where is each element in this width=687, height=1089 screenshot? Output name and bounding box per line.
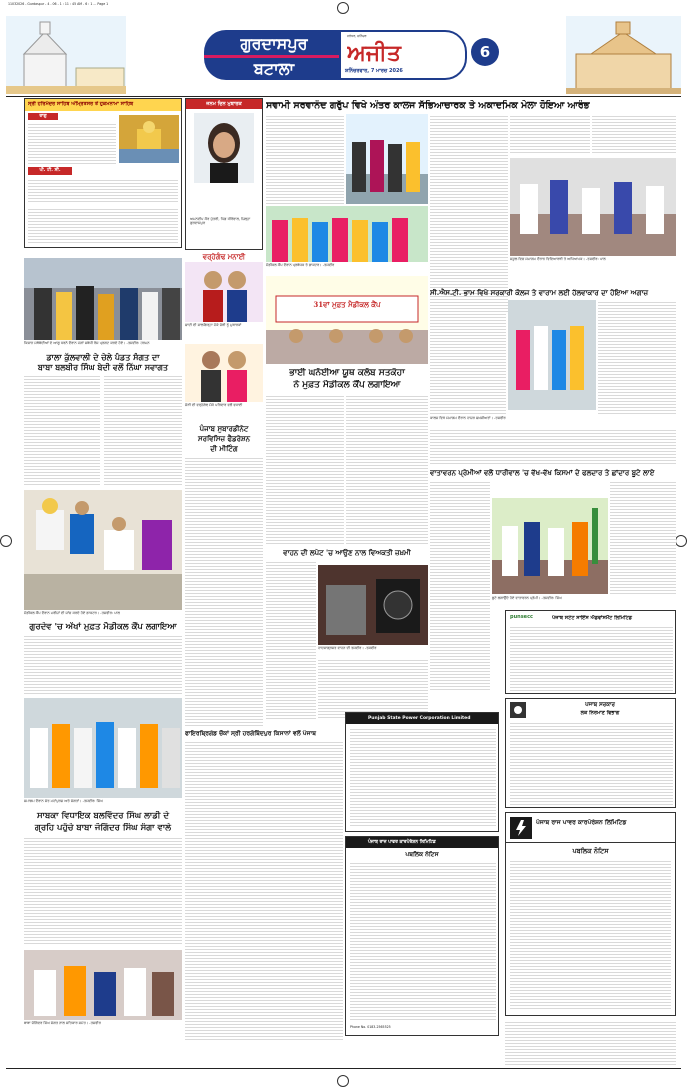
punsecc-ad <box>505 610 676 694</box>
hukamnama-raag: ਰਾਗੁ <box>28 113 58 120</box>
story3-headline-2: ਗ੍ਰਹਿ ਪਹੁੰਚੇ ਬਾਬਾ ਜੋਗਿੰਦਰ ਸਿੰਘ ਸੰਗਾ ਵਾਲੇ <box>34 823 172 833</box>
college-fair-photo-2 <box>266 206 428 262</box>
pspcl-ad-1 <box>345 712 499 832</box>
psc-headline-3: ਦੀ ਮੀਟਿੰਗ <box>210 444 238 453</box>
masthead-paper-name: ਅਜੀਤ <box>347 40 401 66</box>
pspcl-logo-icon <box>510 817 532 839</box>
pspcl-ad-1-title: Punjab State Power Corporation Limited <box>346 713 498 724</box>
tree-headline: ਵਾਤਾਵਰਨ ਪ੍ਰੇਮੀਆਂ ਵਲੋਂ ਧਾਰੀਵਾਲ 'ਚ ਵੱਖ-ਵੱਖ ਕਿਸਮਾਂ ਦੇ ਫਲਦਾਰ ਤੇ ਛਾਂਦਾਰ ਬੂਟੇ ਲਾਏ <box>430 468 655 477</box>
page-number-badge: 6 <box>471 38 499 66</box>
school-event-photo <box>510 158 676 256</box>
college-fair-photo-1 <box>346 114 428 204</box>
college-fair-caption: ਮੈਡੀਕਲ ਕੈਂਪ ਦੌਰਾਨ ਪ੍ਰਬੰਧਕ ਤੇ ਡਾਕਟਰ। -ਤਸਵੀਰ <box>266 263 335 267</box>
accident-photo <box>318 565 428 645</box>
story3-headline-1: ਸਾਬਕਾ ਵਿਧਾਇਕ ਬਲਵਿੰਦਰ ਸਿੰਘ ਲਾਡੀ ਦੇ <box>36 811 170 821</box>
medical-camp-photo <box>24 490 182 610</box>
hukamnama-box <box>24 98 182 248</box>
wedding-title: ਵਰ੍ਹੇਗੰਢ ਮਨਾਈ <box>202 252 246 261</box>
saint-visit-photo <box>24 950 182 1020</box>
golden-temple-illustration <box>6 16 126 94</box>
medical-headline-1: ਭਾਈ ਘਨੱਈਆ ਯੂਥ ਕਲੱਬ ਸਤਕੋਹਾ <box>289 368 405 378</box>
couple-caption: ਜੋੜੀ ਦੀ ਵਰ੍ਹੇਗੰਢ ਮੌਕੇ ਪਰਿਵਾਰ ਵਲੋਂ ਵਧਾਈ <box>185 403 243 407</box>
birthday-girl-photo <box>194 113 254 183</box>
pt-label: ਪੀ. ਟੀ. ਸੀ. <box>28 167 72 175</box>
couple-photo-2 <box>185 344 263 402</box>
pspcl-right-subtitle: ਪਬਲਿਕ ਨੋਟਿਸ <box>572 847 609 855</box>
masthead-paper-block <box>339 30 467 80</box>
story1-headline-1: ਡਾਲਾ ਕੁੱਲਵਾਲੀ ਦੇ ਚੇਲੇ ਪੰਡਤ ਸੰਗਤ ਦਾ <box>46 352 160 362</box>
tree-caption: ਬੂਟੇ ਲਗਾਉਂਦੇ ਹੋਏ ਵਾਤਾਵਰਨ ਪ੍ਰੇਮੀ। -ਤਸਵੀਰ: ਸਿੰਘ <box>492 596 562 600</box>
congregation-caption: ਸਮਾਗਮ ਦੌਰਾਨ ਸੰਤ ਮਹਾਂਪੁਰਸ਼ ਅਤੇ ਸੰਗਤਾਂ। -ਤਸਵੀਰ: ਸਿੰਘ <box>24 799 103 803</box>
protest-photo <box>24 258 182 340</box>
college-headline: ਸੀ.ਐਸ.ਟੀ. ਭਾਮ ਵਿਖੇ ਸਰਕਾਰੀ ਕੋਲਜ ਤੇ ਵਾਰਾਮ ਲਈ ਹੱਲਵਾਕਾਰ ਦਾ ਹੋਇਆ ਅਗਾਜ਼ <box>430 288 649 297</box>
pspcl-right-title: ਪੰਜਾਬ ਰਾਜ ਪਾਵਰ ਕਾਰਪੋਰੇਸ਼ਨ ਲਿਮਿਟਿਡ <box>536 819 627 826</box>
notice-title: ਪੰਜਾਬ ਸਰਕਾਰ <box>585 702 615 708</box>
medical-headline-2: ਨੇ ਮੁਫ਼ਤ ਮੈਡੀਕਲ ਕੈਂਪ ਲਗਾਇਆ <box>293 380 401 390</box>
medical-banner-photo <box>266 276 428 364</box>
pspcl-ad-2-title: ਪੰਜਾਬ ਰਾਜ ਪਾਵਰ ਕਾਰਪੋਰੇਸ਼ਨ ਲਿਮਿਟਿਡ <box>346 837 498 848</box>
birthday-caption: ਅਮਨਦੀਪ ਕੌਰ ਪੁੱਤਰੀ, ਪਿੰਡ ਧੀਰੋਵਾਲ, ਜ਼ਿਲ੍ਹਾ ਗੁਰਦਾਸਪੁਰ <box>190 217 251 226</box>
emblem-icon <box>510 702 526 718</box>
masthead-city-block <box>204 30 339 80</box>
congregation-photo <box>24 698 182 798</box>
story1-headline-2: ਬਾਬਾ ਬਲਬੀਰ ਸਿੰਘ ਬੇਦੀ ਵਲੋਂ ਨਿੱਘਾ ਸਵਾਗਤ <box>37 362 169 372</box>
masthead-city-bottom: ਬਟਾਲਾ <box>253 59 295 78</box>
registration-mark-right <box>675 535 687 547</box>
story2-headline: ਗੁਰਦੇਵ 'ਚ ਅੱਖਾਂ ਮੁਫ਼ਤ ਮੈਡੀਕਲ ਕੈਂਪ ਲਗਾਇਆ <box>29 622 177 632</box>
golden-temple-photo <box>119 115 179 163</box>
registration-mark-top <box>337 2 349 14</box>
tree-planting-photo <box>492 498 608 594</box>
accident-headline: ਵਾਹਨ ਦੀ ਲਪੇਟ 'ਚ ਆਉਣ ਨਾਲ ਵਿਅਕਤੀ ਜ਼ਖ਼ਮੀ <box>283 548 411 557</box>
psc-headline-2: ਸਰਵਿਸਿਜ਼ ਫੈਡਰੇਸ਼ਨ <box>197 434 251 443</box>
psc-headline-1: ਪੰਜਾਬ ਸੁਬਾਰਡੀਨੇਟ <box>199 424 249 433</box>
accident-caption: ਹਾਦਸਾਗ੍ਰਸਤ ਵਾਹਨ ਦੀ ਤਸਵੀਰ। -ਤਸਵੀਰ <box>318 646 377 650</box>
college-photo <box>508 300 596 410</box>
wedding-caption: ਸ਼ਾਦੀ ਦੀ ਸਾਲਗਿਰ੍ਹਾ ਮੌਕੇ ਜੋੜੀ ਨੂੰ ਮੁਬਾਰਕਾਂ <box>185 323 242 327</box>
pspcl-ad-2-notice: ਪਬਲਿਕ ਨੋਟਿਸ <box>405 851 439 858</box>
protest-caption: ਕਿਸਾਨ ਜਥੇਬੰਦੀਆਂ ਦੇ ਆਗੂ ਧਰਨੇ ਦੌਰਾਨ ਮੰਗਾਂ ਸਬੰਧੀ ਰੋਸ ਪ੍ਰਗਟ ਕਰਦੇ ਹੋਏ। -ਤਸਵੀਰ: ਹਰਮਨ <box>24 341 150 345</box>
medical-banner-text: 31ਵਾਂ ਮੁਫ਼ਤ ਮੈਡੀਕਲ ਕੈਂਪ <box>313 300 381 309</box>
flood-headline: ਫਾਇਰਬ੍ਰਿਗੇਡ ਚੌਕਾਂ ਸ੍ਰੀ ਹਰਗੋਬਿੰਦਪੁਰ ਕਿਸਾਨਾਂ ਵਲੋਂ ਪੰਜਾਬ <box>185 730 316 737</box>
school-caption: ਸਕੂਲ ਵਿਚ ਸਮਾਗਮ ਦੌਰਾਨ ਵਿਦਿਆਰਥੀ ਤੇ ਅਧਿਆਪਕ। -ਤਸਵੀਰ: ਪਾਲ <box>510 257 606 261</box>
punsecc-title: ਪੰਜਾਬ ਸਟੇਟ ਸਾਇੰਸ ਐਡਵਾਂਸਮੈਂਟ ਲਿਮਿਟਿਡ <box>552 615 633 621</box>
hukamnama-title-bar <box>25 99 181 111</box>
birthday-box <box>185 98 263 250</box>
pspcl-right-notice <box>505 812 676 1016</box>
building-illustration <box>566 16 681 94</box>
pspcl-ad-2 <box>345 836 499 1036</box>
main-headline: ਸਵਾਮੀ ਸਰਵਾਨੰਦ ਗਰੁੱਪ ਵਿਖੇ ਅੰਤਰ ਕਾਲਜ ਸੱਭਿਆਚਾਰਕ ਤੇ ਅਕਾਦਮਿਕ ਮੇਲਾ ਹੋਇਆ ਆਰੰਭ <box>266 100 590 111</box>
saint-visit-caption: ਬਾਬਾ ਜੋਗਿੰਦਰ ਸਿੰਘ ਸੰਗਤ ਨਾਲ ਸਤਿਕਾਰ ਸਮੇਤ। -ਤਸਵੀਰ <box>24 1021 101 1025</box>
government-notice <box>505 698 676 808</box>
masthead-paper-small: ਜਲੰਧਰ, ਸ਼ਨਿੱਚਰ <box>347 34 367 38</box>
punsecc-logo-text: punsecc <box>510 614 533 620</box>
masthead-date: ਸ਼ਨਿੱਚਰਵਾਰ, 7 ਮਾਰਚ 2026 <box>345 68 403 74</box>
notice-subtitle: ਲੋਕ ਨਿਰਮਾਣ ਵਿਭਾਗ <box>580 710 620 716</box>
college-caption: ਕਾਲਜ ਵਿਖੇ ਸਮਾਗਮ ਦੌਰਾਨ ਹਾਜ਼ਰ ਸ਼ਖ਼ਸੀਅਤਾਂ। -ਤਸਵੀਰ <box>430 416 506 420</box>
registration-mark-left <box>0 535 12 547</box>
hukamnama-title: ਸ੍ਰੀ ਹਰਿਮੰਦਰ ਸਾਹਿਬ ਅੰਮ੍ਰਿਤਸਰ ਤੋਂ ਹੁਕਮਨਾਮਾ ਸਾਹਿਬ <box>28 101 134 107</box>
registration-mark-bottom <box>337 1075 349 1087</box>
couple-photo-1 <box>185 262 263 322</box>
pspcl-ad-2-contact: Phone No. 0183-2565525 <box>350 1025 391 1029</box>
birthday-title: ਜਨਮ ਦਿਨ ਮੁਬਾਰਕ <box>186 99 262 109</box>
medical-camp-caption: ਮੈਡੀਕਲ ਕੈਂਪ ਦੌਰਾਨ ਮਰੀਜ਼ਾਂ ਦੀ ਜਾਂਚ ਕਰਦੇ ਹੋਏ ਡਾਕਟਰ। -ਤਸਵੀਰ: ਪਾਲ <box>24 611 120 615</box>
masthead-city-top: ਗੁਰਦਾਸਪੁਰ <box>240 34 308 53</box>
print-slug: 11032026 - Gurdaspur - 4 - 06 - 1 : 11 : 45 AM - 6 : 1 ... Page 1 <box>8 2 109 6</box>
masthead <box>6 16 681 94</box>
